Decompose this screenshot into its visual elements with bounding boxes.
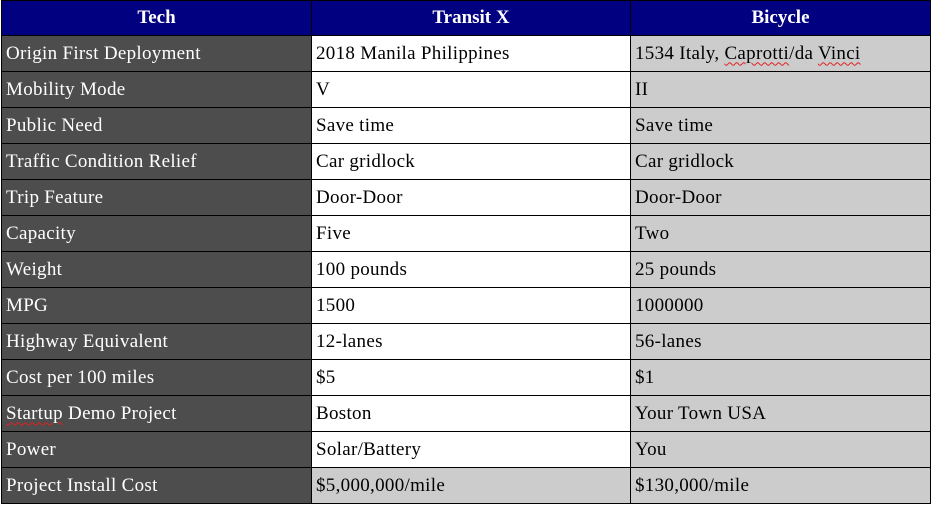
bicycle-text: 1534 Italy, <box>635 42 725 64</box>
table-row <box>2 72 931 108</box>
table-row <box>2 288 931 324</box>
row-label-text: Demo Project <box>63 402 177 424</box>
transit-x-cell: Car gridlock <box>312 144 631 180</box>
transit-x-cell: Boston <box>312 396 631 432</box>
bicycle-cell: $1 <box>631 360 931 396</box>
row-label: Project Install Cost <box>2 468 312 504</box>
row-label: Trip Feature <box>2 180 312 216</box>
row-label: MPG <box>2 288 312 324</box>
table-row <box>2 360 931 396</box>
spellcheck-word: Startup <box>6 402 63 424</box>
row-label <box>2 396 312 432</box>
transit-x-cell: 1500 <box>312 288 631 324</box>
row-label: Mobility Mode <box>2 72 312 108</box>
transit-x-cell: 2018 Manila Philippines <box>312 36 631 72</box>
transit-x-cell: Door-Door <box>312 180 631 216</box>
bicycle-cell: 1000000 <box>631 288 931 324</box>
table-row <box>2 144 931 180</box>
bicycle-cell: $130,000/mile <box>631 468 931 504</box>
table-row <box>2 252 931 288</box>
table-row <box>2 396 931 432</box>
header-transit-x: Transit X <box>312 1 631 36</box>
transit-x-cell: V <box>312 72 631 108</box>
bicycle-cell: 56-lanes <box>631 324 931 360</box>
header-tech: Tech <box>2 1 312 36</box>
table-row <box>2 108 931 144</box>
bicycle-cell: 25 pounds <box>631 252 931 288</box>
spellcheck-word: Vinci <box>817 42 861 64</box>
row-label: Highway Equivalent <box>2 324 312 360</box>
bicycle-cell: Your Town USA <box>631 396 931 432</box>
bicycle-cell: II <box>631 72 931 108</box>
bicycle-cell <box>631 36 931 72</box>
table-row <box>2 324 931 360</box>
header-row <box>2 1 931 36</box>
transit-x-cell: 100 pounds <box>312 252 631 288</box>
bicycle-cell: Save time <box>631 108 931 144</box>
transit-x-cell: Solar/Battery <box>312 432 631 468</box>
transit-x-cell: Save time <box>312 108 631 144</box>
table-row <box>2 36 931 72</box>
bicycle-cell: Two <box>631 216 931 252</box>
table-row <box>2 216 931 252</box>
row-label: Origin First Deployment <box>2 36 312 72</box>
bicycle-cell: Car gridlock <box>631 144 931 180</box>
row-label: Weight <box>2 252 312 288</box>
row-label: Public Need <box>2 108 312 144</box>
spellcheck-word: Caprotti <box>724 42 790 64</box>
row-label: Power <box>2 432 312 468</box>
row-label: Cost per 100 miles <box>2 360 312 396</box>
transit-x-cell: 12-lanes <box>312 324 631 360</box>
header-bicycle: Bicycle <box>631 1 931 36</box>
table-row <box>2 432 931 468</box>
transit-x-cell: $5 <box>312 360 631 396</box>
bicycle-cell: You <box>631 432 931 468</box>
table-row <box>2 180 931 216</box>
row-label: Capacity <box>2 216 312 252</box>
row-label: Traffic Condition Relief <box>2 144 312 180</box>
table-row <box>2 468 931 504</box>
transit-x-cell: Five <box>312 216 631 252</box>
comparison-table <box>1 0 931 504</box>
bicycle-cell: Door-Door <box>631 180 931 216</box>
bicycle-text: /da <box>789 42 818 64</box>
transit-x-cell: $5,000,000/mile <box>312 468 631 504</box>
